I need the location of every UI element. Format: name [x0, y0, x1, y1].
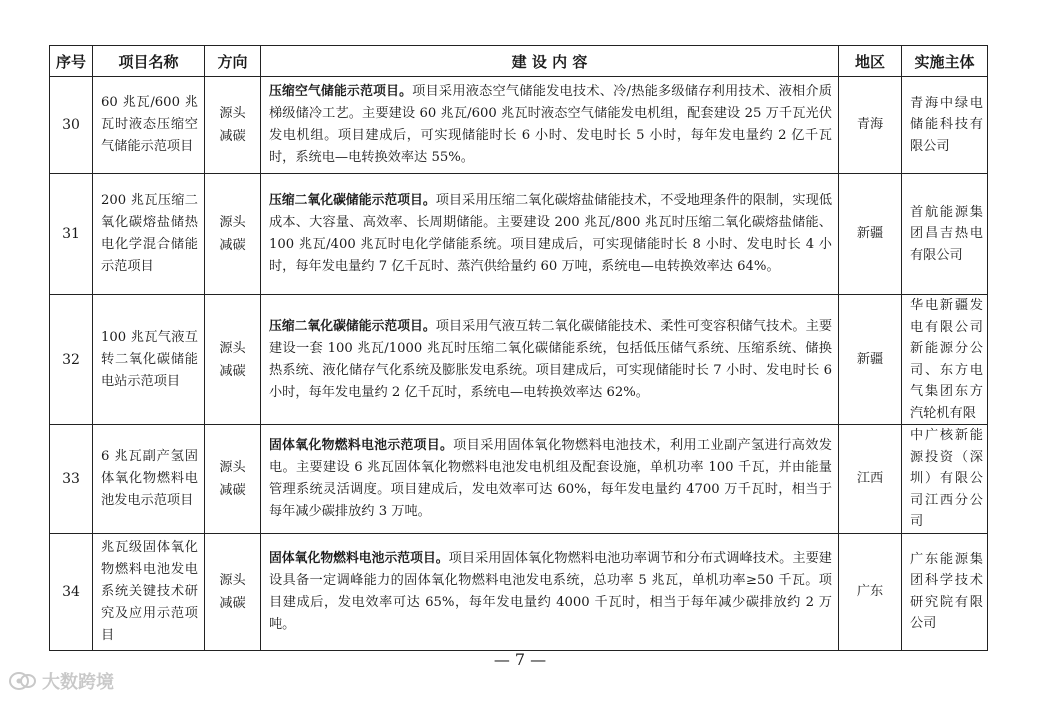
- table-row: [50, 533, 988, 650]
- watermark-text: 大数跨境: [42, 672, 114, 693]
- projects-table: [49, 45, 988, 651]
- row-entity: 首航能源集团昌吉热电有限公司: [902, 174, 988, 295]
- table-header-row: [50, 46, 988, 77]
- row-direction: 源头减碳: [205, 425, 261, 534]
- row-direction: 源头减碳: [205, 533, 261, 650]
- row-entity: 青海中绿电储能科技有限公司: [902, 77, 988, 174]
- row-entity: 广东能源集团科学技术研究院有限公司: [902, 533, 988, 650]
- content-body: 项目采用固体氧化物燃料电池功率调节和分布式调峰技术。主要建设具备一定调峰能力的固体氧化物燃料电池发电系统，总功率 5 兆瓦，单机功率≥50 千瓦。项目建成后，发电效率可达 65%，每年发电量约 4000 千瓦时，相当于每年减少碳排放约 2 万吨。: [269, 550, 832, 632]
- content-title: 压缩二氧化碳储能示范项目。: [269, 318, 436, 334]
- content-title: 压缩空气储能示范项目。: [269, 84, 413, 99]
- row-entity: 中广核新能源投资（深圳）有限公司江西分公司: [902, 425, 988, 534]
- row-no: 34: [50, 533, 93, 650]
- table-row: [50, 174, 988, 295]
- watermark: [8, 668, 114, 694]
- table-row: [50, 425, 988, 534]
- row-name: 兆瓦级固体氧化物燃料电池发电系统关键技术研究及应用示范项目: [93, 533, 205, 650]
- page-number: — 7 —: [493, 650, 547, 669]
- row-content: [261, 77, 839, 174]
- header-entity: 实施主体: [902, 46, 988, 77]
- row-no: 30: [50, 77, 93, 174]
- row-content: [261, 533, 839, 650]
- row-content: [261, 174, 839, 295]
- row-name: 60 兆瓦/600 兆瓦时液态压缩空气储能示范项目: [93, 77, 205, 174]
- row-name: 200 兆瓦压缩二氧化碳熔盐储热电化学混合储能示范项目: [93, 174, 205, 295]
- row-name: 6 兆瓦副产氢固体氧化物燃料电池发电示范项目: [93, 425, 205, 534]
- header-name: 项目名称: [93, 46, 205, 77]
- header-no: 序号: [50, 46, 93, 77]
- table-row: [50, 295, 988, 425]
- row-region: 新疆: [839, 174, 902, 295]
- row-direction: 源头减碳: [205, 295, 261, 425]
- watermark-logo-icon: [8, 670, 38, 692]
- row-region: 江西: [839, 425, 902, 534]
- row-direction: 源头减碳: [205, 77, 261, 174]
- row-no: 33: [50, 425, 93, 534]
- content-body: 项目采用气液互转二氧化碳储能技术、柔性可变容积储气技术。主要建设一套 100 兆瓦/1000 兆瓦时压缩二氧化碳储能系统，包括低压储气系统、压缩系统、储换热系统、液化储存气化系统及膨胀发电系统。项目建成后，可实现储能时长 7 小时、发电时长 6 小时，每年发电量约 2 亿千瓦时，系统电—电转换效率达 62%。: [269, 318, 833, 400]
- row-content: [261, 295, 839, 425]
- content-body: 项目采用压缩二氧化碳熔盐储能技术，不受地理条件的限制，实现低成本、大容量、高效率、长周期储能。主要建设 200 兆瓦/800 兆瓦时压缩二氧化碳熔盐储能、100 兆瓦/400 兆瓦时电化学储能系统。项目建成后，可实现储能时长 8 小时、发电时长 4 小时，每年发电量约 7 亿千瓦时、蒸汽供给量约 60 万吨，系统电—电转换效率达 64%。: [269, 193, 833, 274]
- row-content: [261, 425, 839, 534]
- row-name: 100 兆瓦气液互转二氧化碳储能电站示范项目: [93, 295, 205, 425]
- content-title: 固体氧化物燃料电池示范项目。: [269, 550, 449, 566]
- row-region: 广东: [839, 533, 902, 650]
- content-body: 项目采用固体氧化物燃料电池技术，利用工业副产氢进行高效发电。主要建设 6 兆瓦固体氧化物燃料电池发电机组及配套设施，单机功率 100 千瓦，并由能量管理系统灵活调度。项目建成后，发电效率可达 60%，每年发电量约 4700 万千瓦时，相当于每年减少碳排放约 3 万吨。: [269, 437, 832, 519]
- row-direction: 源头减碳: [205, 174, 261, 295]
- row-no: 31: [50, 174, 93, 295]
- table-row: [50, 77, 988, 174]
- content-title: 压缩二氧化碳储能示范项目。: [269, 193, 436, 208]
- content-body: 项目采用液态空气储能发电技术、冷/热能多级储存利用技术、液相介质梯级储冷工艺。主要建设 60 兆瓦/600 兆瓦时液态空气储能发电机组，配套建设 25 万千瓦光伏发电机组。项目建成后，可实现储能时长 6 小时、发电时长 5 小时，每年发电量约 2 亿千瓦时，系统电—电转换效率达 55%。: [269, 84, 832, 165]
- header-region: 地区: [839, 46, 902, 77]
- row-region: 青海: [839, 77, 902, 174]
- content-title: 固体氧化物燃料电池示范项目。: [269, 437, 454, 453]
- header-content: 建 设 内 容: [261, 46, 839, 77]
- row-no: 32: [50, 295, 93, 425]
- header-direction: 方向: [205, 46, 261, 77]
- row-region: 新疆: [839, 295, 902, 425]
- row-entity: 华电新疆发电有限公司新能源分公司、东方电气集团东方汽轮机有限: [902, 295, 988, 425]
